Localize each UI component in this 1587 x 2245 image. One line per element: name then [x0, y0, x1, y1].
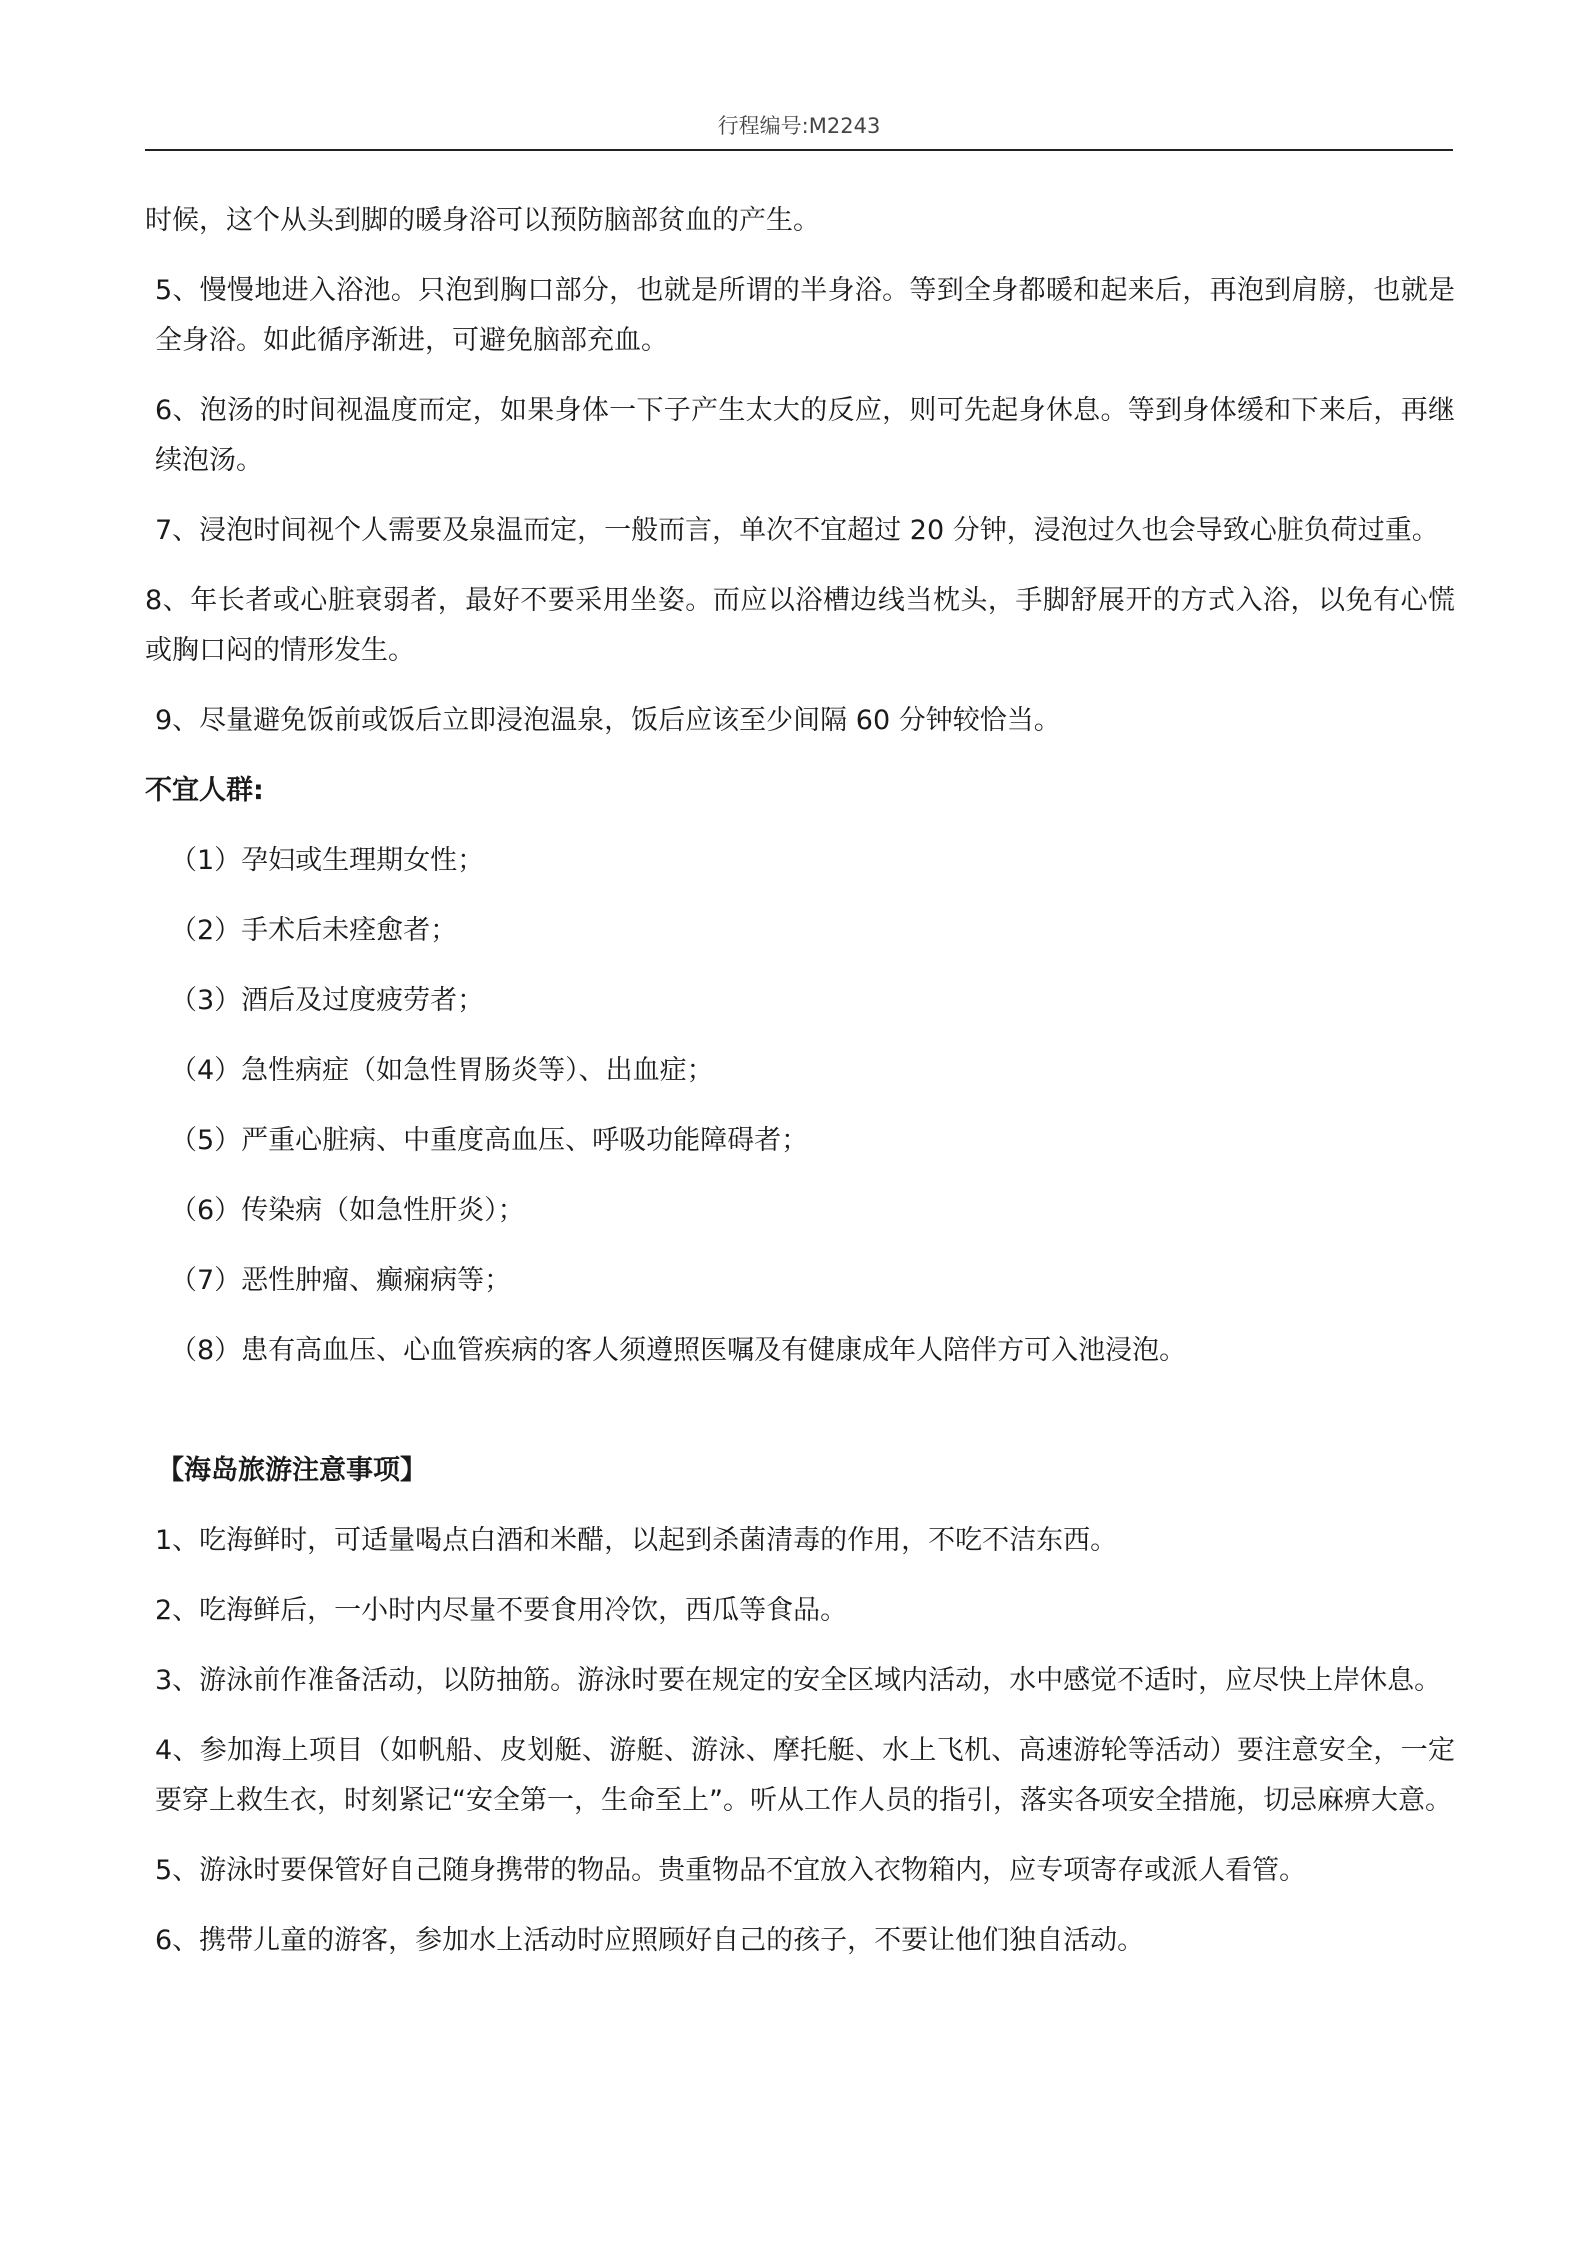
list-item: （6）传染病（如急性肝炎）； [170, 1195, 525, 1226]
paragraph: 9、尽量避免饭前或饭后立即浸泡温泉，饭后应该至少间隔 60 分钟较恰当。 [155, 705, 1061, 736]
paragraph: 3、游泳前作准备活动，以防抽筋。游泳时要在规定的安全区域内活动，水中感觉不适时，应尽快上岸休息。 [155, 1665, 1442, 1696]
paragraph: 5、游泳时要保管好自己随身携带的物品。贵重物品不宜放入衣物箱内，应专项寄存或派人看管。 [155, 1855, 1307, 1886]
paragraph: 6、泡汤的时间视温度而定，如果身体一下子产生太大的反应，则可先起身休息。等到身体缓和下来后，再继续泡汤。 [155, 395, 1455, 476]
list-item: （7）恶性肿瘤、癫痫病等； [170, 1265, 512, 1296]
paragraph: 5、慢慢地进入浴池。只泡到胸口部分，也就是所谓的半身浴。等到全身都暖和起来后，再泡到肩膀，也就是全身浴。如此循序渐进，可避免脑部充血。 [155, 275, 1455, 356]
paragraph: 7、浸泡时间视个人需要及泉温而定，一般而言，单次不宜超过 20 分钟，浸泡过久也会导致心脏负荷过重。 [155, 515, 1439, 546]
paragraph: 6、携带儿童的游客，参加水上活动时应照顾好自己的孩子，不要让他们独自活动。 [155, 1925, 1145, 1956]
list-item: （3）酒后及过度疲劳者； [170, 985, 485, 1016]
list-item: （2）手术后未痊愈者； [170, 915, 458, 946]
list-item: （5）严重心脏病、中重度高血压、呼吸功能障碍者； [170, 1125, 809, 1156]
list-item: （1）孕妇或生理期女性； [170, 845, 485, 876]
paragraph: 1、吃海鲜时，可适量喝点白酒和米醋，以起到杀菌清毒的作用，不吃不洁东西。 [155, 1525, 1118, 1556]
page-header: 行程编号:M2243 [717, 114, 881, 138]
document-body [145, 196, 1455, 1986]
section-heading-island: 【海岛旅游注意事项】 [157, 1455, 427, 1486]
header-divider [145, 149, 1453, 151]
list-item: （8）患有高血压、心血管疾病的客人须遵照医嘱及有健康成年人陪伴方可入池浸泡。 [170, 1335, 1187, 1366]
paragraph: 8、年长者或心脏衰弱者，最好不要采用坐姿。而应以浴槽边线当枕头，手脚舒展开的方式入浴，以免有心慌或胸口闷的情形发生。 [145, 585, 1455, 666]
section-heading-unsuitable: 不宜人群: [145, 775, 264, 806]
paragraph: 4、参加海上项目（如帆船、皮划艇、游艇、游泳、摩托艇、水上飞机、高速游轮等活动）要注意安全，一定要穿上救生衣，时刻紧记“安全第一，生命至上”。听从工作人员的指引，落实各项安全措施，切忌麻痹大意。 [155, 1735, 1455, 1816]
paragraph: 2、吃海鲜后，一小时内尽量不要食用冷饮，西瓜等食品。 [155, 1595, 848, 1626]
section-spacer [145, 1396, 1455, 1446]
paragraph: 时候，这个从头到脚的暖身浴可以预防脑部贫血的产生。 [145, 205, 820, 236]
list-item: （4）急性病症（如急性胃肠炎等）、出血症； [170, 1055, 714, 1086]
